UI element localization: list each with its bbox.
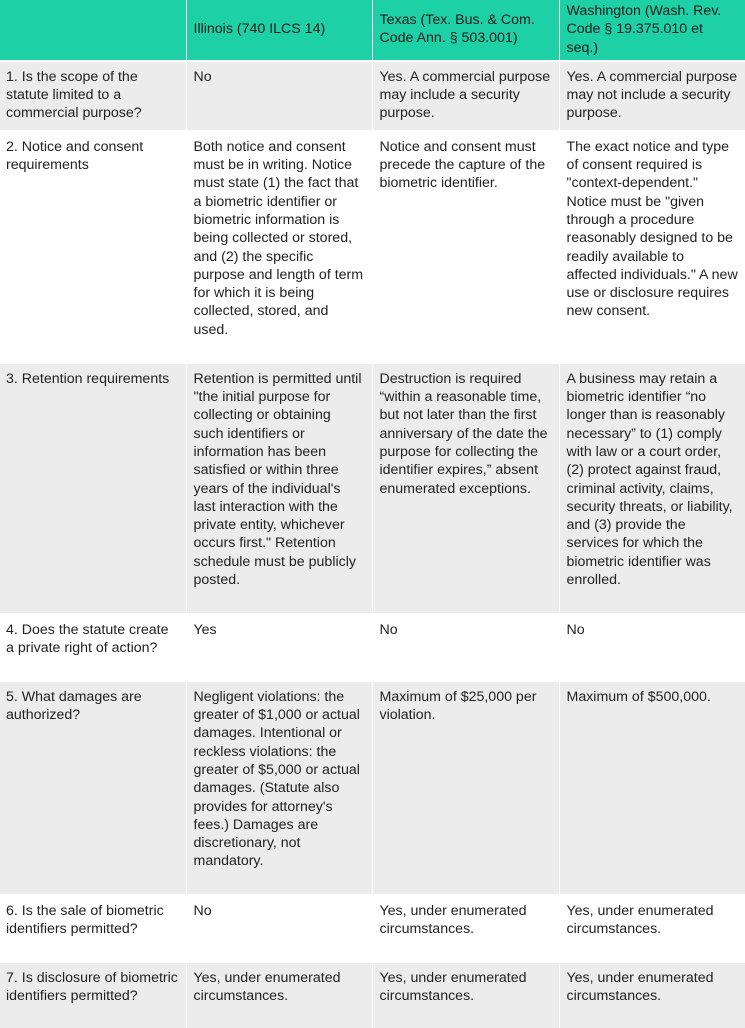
washington-cell: The exact notice and type of consent required is "context-dependent." Notice must be "given through a procedure reasonably designed to be readily available to affected individuals." A new use or disclosure requires new consent. (559, 131, 745, 363)
header-blank-cell (0, 0, 186, 61)
question-cell: 2. Notice and consent requirements (0, 131, 186, 363)
question-cell: 1. Is the scope of the statute limited to a commercial purpose? (0, 61, 186, 131)
table-row (0, 962, 745, 1028)
illinois-cell: No (186, 61, 372, 131)
illinois-cell: Negligent violations: the greater of $1,000 or actual damages. Intentional or reckless violations: the greater of $5,000 or actual damages. (Statute also provides for attorney's fees.) Damages are discretionary, not mandatory. (186, 681, 372, 895)
question-cell: 3. Retention requirements (0, 363, 186, 614)
illinois-cell: No (186, 895, 372, 962)
question-cell: 6. Is the sale of biometric identifiers permitted? (0, 895, 186, 962)
washington-cell: No (559, 614, 745, 681)
illinois-cell: Both notice and consent must be in writing. Notice must state (1) the fact that a biometric identifier or biometric information is being collected or stored, and (2) the specific purpose and length of term for which it is being collected, stored, and used. (186, 131, 372, 363)
illinois-cell: Yes (186, 614, 372, 681)
texas-cell: Maximum of $25,000 per violation. (372, 681, 559, 895)
table-row (0, 61, 745, 131)
table-header (0, 0, 745, 61)
table-row (0, 131, 745, 363)
table-row (0, 681, 745, 895)
washington-cell: Yes. A commercial purpose may not include a security purpose. (559, 61, 745, 131)
header-row (0, 0, 745, 61)
washington-cell: A business may retain a biometric identifier “no longer than is reasonably necessary” to (1) comply with law or a court order, (2) protect against fraud, criminal activity, claims, security threats, or liability, and (3) provide the services for which the biometric identifier was enrolled. (559, 363, 745, 614)
header-texas: Texas (Tex. Bus. & Com. Code Ann. § 503.001) (372, 0, 559, 61)
texas-cell: Yes, under enumerated circumstances. (372, 962, 559, 1028)
texas-cell: Notice and consent must precede the capture of the biometric identifier. (372, 131, 559, 363)
illinois-cell: Yes, under enumerated circumstances. (186, 962, 372, 1028)
illinois-cell: Retention is permitted until "the initial purpose for collecting or obtaining such identifiers or information has been satisfied or within three years of the individual's last interaction with the private entity, whichever occurs first." Retention schedule must be publicly posted. (186, 363, 372, 614)
table-row (0, 363, 745, 614)
table-row (0, 614, 745, 681)
texas-cell: Yes, under enumerated circumstances. (372, 895, 559, 962)
question-cell: 7. Is disclosure of biometric identifiers permitted? (0, 962, 186, 1028)
texas-cell: No (372, 614, 559, 681)
question-cell: 4. Does the statute create a private right of action? (0, 614, 186, 681)
washington-cell: Yes, under enumerated circumstances. (559, 895, 745, 962)
header-washington: Washington (Wash. Rev. Code § 19.375.010 et seq.) (559, 0, 745, 61)
texas-cell: Yes. A commercial purpose may include a security purpose. (372, 61, 559, 131)
header-illinois: Illinois (740 ILCS 14) (186, 0, 372, 61)
washington-cell: Maximum of $500,000. (559, 681, 745, 895)
texas-cell: Destruction is required “within a reasonable time, but not later than the first anniversary of the date the purpose for collecting the identifier expires,” absent enumerated exceptions. (372, 363, 559, 614)
table-row (0, 895, 745, 962)
washington-cell: Yes, under enumerated circumstances. (559, 962, 745, 1028)
table-body (0, 61, 745, 1028)
question-cell: 5. What damages are authorized? (0, 681, 186, 895)
